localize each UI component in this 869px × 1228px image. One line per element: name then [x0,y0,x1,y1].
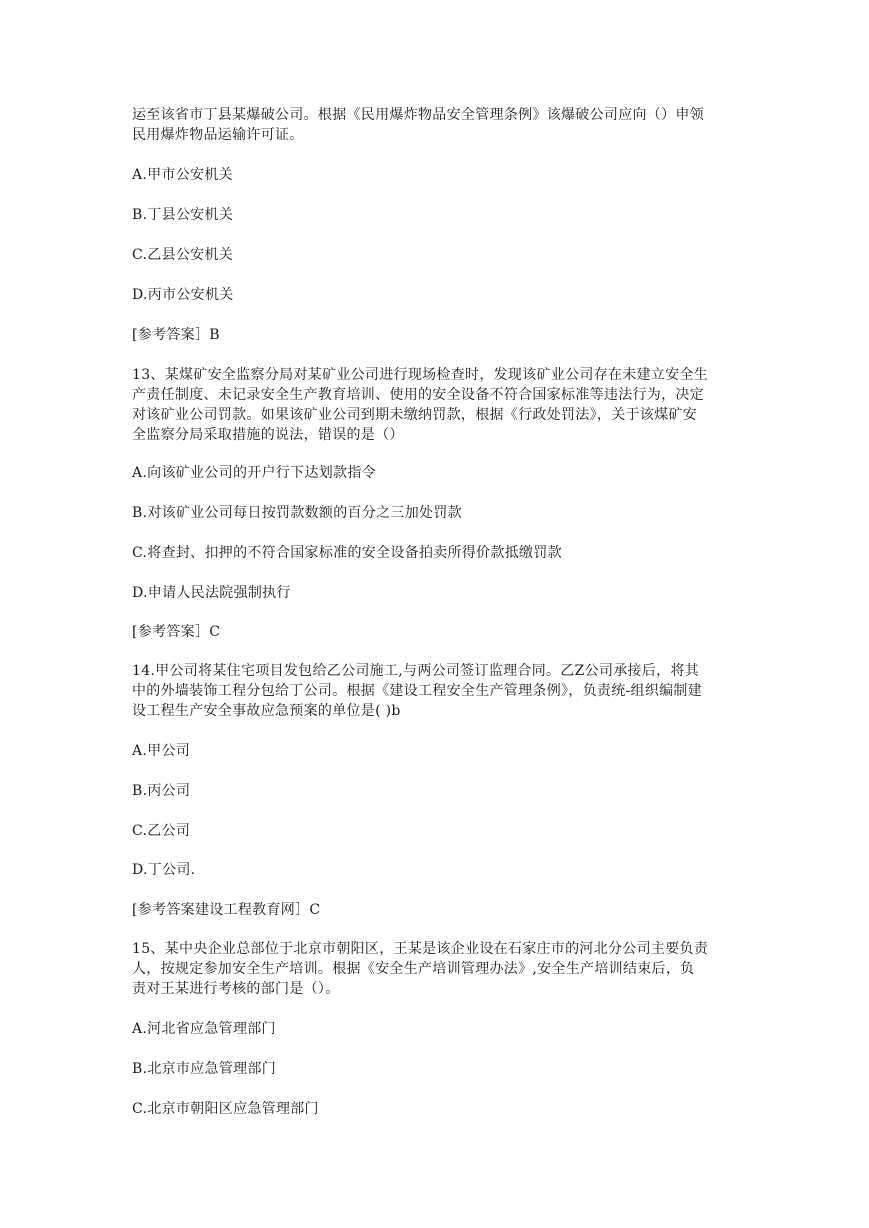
question-line: 对该矿业公司罚款。如果该矿业公司到期未缴纳罚款，根据《行政处罚法》，关于该煤矿安 [132,407,697,423]
question-line: 14.甲公司将某住宅项目发包给乙公司施工,与两公司签订监理合同。乙Z公司承接后，将其 [132,663,700,679]
option-b: B.丙公司 [132,783,191,799]
question-line: 运至该省市丁县某爆破公司。根据《民用爆炸物品安全管理条例》该爆破公司应向（）申领 [132,107,704,123]
reference-answer: [参考答案］B [132,327,220,343]
question-line: 中的外墙装饰工程分包给丁公司。根据《建设工程安全生产管理条例》，负责统-组织编制建 [132,683,703,699]
question-line: 人，按规定参加安全生产培训。根据《安全生产培训管理办法》,安全生产培训结束后，负 [132,961,695,977]
option-a: A.甲公司 [132,743,191,759]
question-line: 全监察分局采取措施的说法，错误的是（） [132,427,404,443]
question-line: 民用爆炸物品运输许可证。 [132,127,304,143]
question-line: 设工程生产安全事故应急预案的单位是( )b [132,703,401,719]
option-b: B.对该矿业公司每日按罚款数额的百分之三加处罚款 [132,505,462,521]
option-a: A.甲市公安机关 [132,167,233,183]
option-d: D.丙市公安机关 [132,287,234,303]
question-line: 13、某煤矿安全监察分局对某矿业公司进行现场检查时，发现该矿业公司存在未建立安全生 [132,367,709,383]
option-d: D.丁公司. [132,862,196,878]
question-line: 责对王某进行考核的部门是（）。 [132,981,340,997]
option-c: C.北京市朝阳区应急管理部门 [132,1101,319,1117]
option-a: A.河北省应急管理部门 [132,1021,276,1037]
question-line: 产责任制度、未记录安全生产教育培训、使用的安全设备不符合国家标准等违法行为，决定 [132,387,704,403]
option-b: B.丁县公安机关 [132,207,234,223]
option-a: A.向该矿业公司的开户行下达划款指令 [132,465,376,481]
question-line: 15、某中央企业总部位于北京市朝阳区，王某是该企业设在石家庄市的河北分公司主要负责 [132,941,709,957]
option-b: B.北京市应急管理部门 [132,1061,277,1077]
option-c: C.将查封、扣押的不符合国家标准的安全设备拍卖所得价款抵缴罚款 [132,545,562,561]
reference-answer: [参考答案建设工程教育网］C [132,902,321,918]
option-c: C.乙公司 [132,823,191,839]
option-d: D.申请人民法院强制执行 [132,585,291,601]
reference-answer: [参考答案］C [132,624,221,640]
option-c: C.乙县公安机关 [132,247,234,263]
